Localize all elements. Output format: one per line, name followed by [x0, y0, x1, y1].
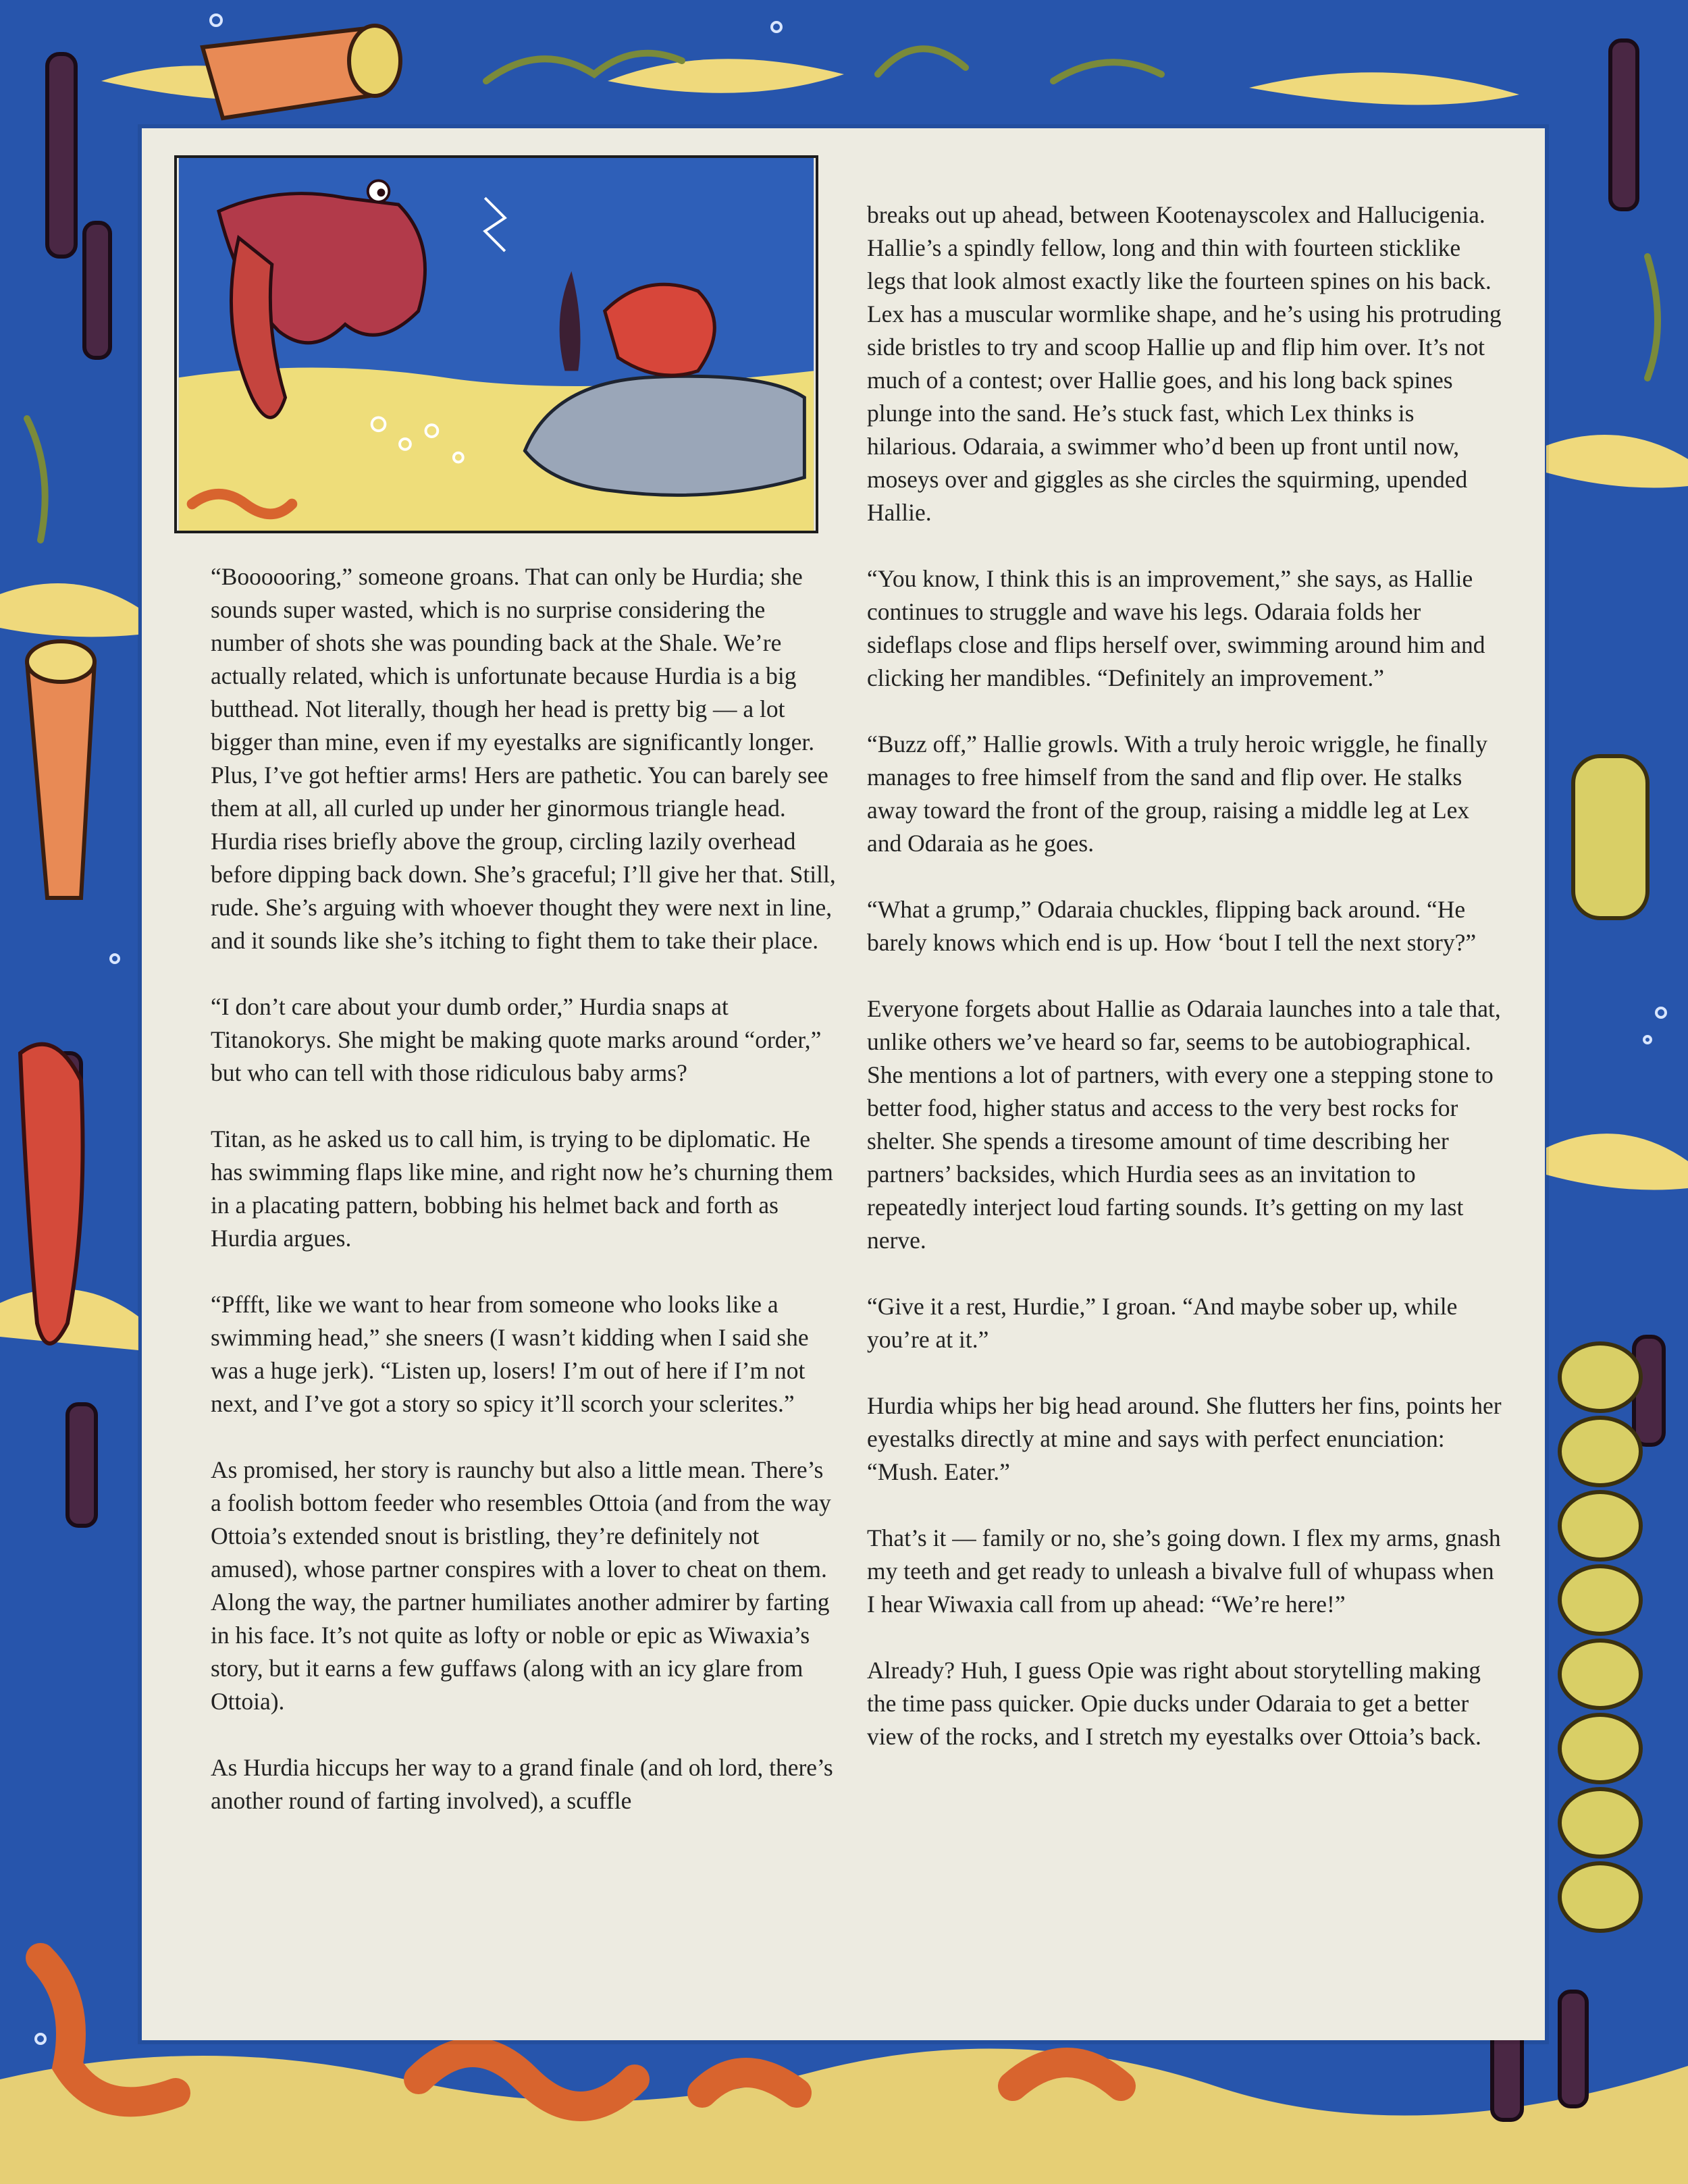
paragraph: As Hurdia hiccups her way to a grand finale (and oh lord, there’s another round of farting involved), a scuffle — [211, 1754, 833, 1814]
paragraph: “Boooooring,” someone groans. That can only be Hurdia; she sounds super wasted, which is no surprise considering the number of shots she was pounding back at the Shale. We’re actually related, which is unfortunate because Hurdia is a big butthead. Not literally, though her head is pretty big — a lot bigger than mine, even if my eyestalks are significantly longer. Plus, I’ve got heftier arms! Hers are pathetic. You can barely see them at all, all curled up under her ginormous triangle head. Hurdia rises briefly above the group, circling lazily overhead before dipping back down. She’s graceful; I’ll give her that. Still, rude. She’s arguing with whoever thought they were next in line, and it sounds like she’s itching to fight them to take their place. — [211, 563, 836, 954]
paragraph: “I don’t care about your dumb order,” Hurdia snaps at Titanokorys. She might be making quote marks around “order,” but who can tell with those ridiculous baby arms? — [211, 993, 822, 1086]
story-column-right — [867, 198, 1502, 1786]
story-page-panel — [142, 128, 1545, 2040]
paragraph: “You know, I think this is an improvement,” she says, as Hallie continues to struggle and wave his legs. Odaraia folds her sideflaps close and flips herself over, swimming around him and clicking her mandibles. “Definitely an improvement.” — [867, 565, 1485, 691]
paragraph: “Buzz off,” Hallie growls. With a truly heroic wriggle, he finally manages to free himself from the sand and flip over. He stalks away toward the front of the group, raising a middle leg at Lex and Odaraia as he goes. — [867, 730, 1487, 857]
paragraph: Already? Huh, I guess Opie was right about storytelling making the time pass quicker. Opie ducks under Odaraia to get a better view of the rocks, and I stretch my eyestalks over Ottoia’s back. — [867, 1657, 1481, 1750]
paragraph: Everyone forgets about Hallie as Odaraia launches into a tale that, unlike others we’ve heard so far, seems to be autobiographical. She mentions a lot of partners, with every one a stepping stone to better food, higher status and access to the very best rocks for shelter. She spends a tiresome amount of time describing her partners’ backsides, which Hurdia sees as an invitation to repeatedly interject loud farting sounds. It’s getting on my last nerve. — [867, 995, 1501, 1254]
paragraph: That’s it — family or no, she’s going down. I flex my arms, gnash my teeth and get ready to unleash a bivalve full of whupass when I hear Wiwaxia call from up ahead: “We’re here!” — [867, 1524, 1501, 1618]
paragraph: breaks out up ahead, between Kootenayscolex and Hallucigenia. Hallie’s a spindly fellow, long and thin with fourteen sticklike legs that look almost exactly like the fourteen spines on his back. Lex has a muscular wormlike shape, and he’s using his protruding side bristles to try and scoop Hallie up and flip him over. It’s not much of a contest; over Hallie goes, and his long back spines plunge into the sand. He’s stuck fast, which Lex thinks is hilarious. Odaraia, a swimmer who’d been up front until now, moseys over and giggles as she circles the squirming, upended Hallie. — [867, 201, 1502, 526]
paragraph: Hurdia whips her big head around. She flutters her fins, points her eyestalks directly at mine and says with perfect enunciation: “Mush. Eater.” — [867, 1392, 1502, 1485]
paragraph: “Pffft, like we want to hear from someone who looks like a swimming head,” she sneers (I wasn’t kidding when I said she was a huge jerk). “Listen up, losers! I’m out of here if I’m not next, and I’ve got a story so spicy it’ll scorch your sclerites.” — [211, 1291, 809, 1417]
paragraph: “Give it a rest, Hurdie,” I groan. “And maybe sober up, while you’re at it.” — [867, 1293, 1458, 1353]
paragraph: As promised, her story is raunchy but also a little mean. There’s a foolish bottom feeder who resembles Ottoia (and from the way Ottoia’s extended snout is bristling, they’re definitely not amused), whose partner conspires with a lover to cheat on them. Along the way, the partner humiliates another admirer by farting in his face. It’s not quite as lofty or noble or epic as Wiwaxia’s story, but it earns a few guffaws (along with an icy glare from Ottoia). — [211, 1456, 831, 1715]
paragraph: “What a grump,” Odaraia chuckles, flipping back around. “He barely knows which end is up. How ‘bout I tell the next story?” — [867, 896, 1477, 956]
story-column-left — [211, 560, 839, 1850]
cambrian-creatures-icon — [177, 158, 816, 531]
story-illustration — [174, 155, 818, 533]
paragraph: Titan, as he asked us to call him, is trying to be diplomatic. He has swimming flaps like mine, and right now he’s churning them in a placating pattern, bobbing his helmet back and forth as Hurdia argues. — [211, 1125, 833, 1252]
